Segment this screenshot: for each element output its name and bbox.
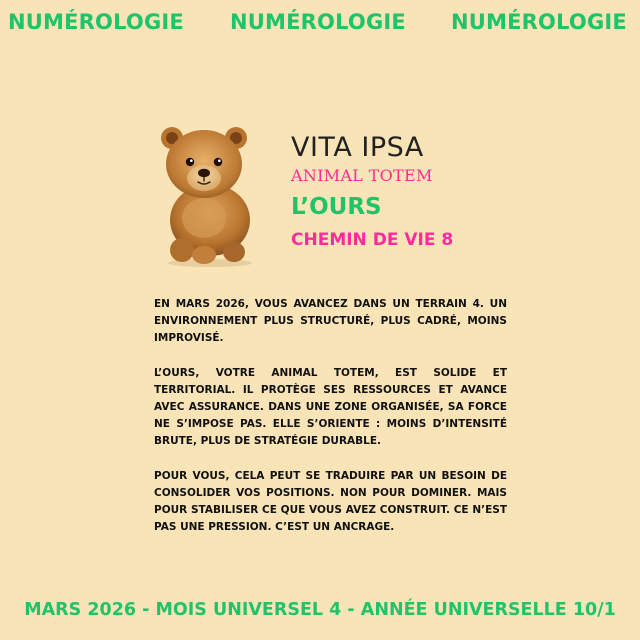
top-banner-item: NUMÉROLOGIE: [451, 10, 627, 34]
paragraph: POUR VOUS, CELA PEUT SE TRADUIRE PAR UN BESOIN DE CONSOLIDER VOS POSITIONS. NON POUR DOMINER. MAIS POUR STABILISER CE QUE VOUS AVEZ CONSTRUIT. CE N’EST PAS UNE PRESSION. C’EST UN ANCRAGE.: [154, 469, 507, 534]
bear-cub-illustration: [148, 118, 268, 268]
brand-title: VITA IPSA: [291, 132, 424, 163]
brand-subtitle: ANIMAL TOTEM: [291, 166, 433, 185]
top-banner-item: NUMÉROLOGIE: [8, 10, 184, 34]
paragraph: EN MARS 2026, VOUS AVANCEZ DANS UN TERRAIN 4. UN ENVIRONNEMENT PLUS STRUCTURÉ, PLUS CADRÉ, MOINS IMPROVISÉ.: [154, 298, 507, 345]
bottom-banner: MARS 2026 - MOIS UNIVERSEL 4 - ANNÉE UNIVERSELLE 10/1: [24, 600, 616, 620]
top-banner-item: NUMÉROLOGIE: [230, 10, 406, 34]
paragraph: L’OURS, VOTRE ANIMAL TOTEM, EST SOLIDE ET TERRITORIAL. IL PROTÈGE SES RESSOURCES ET AVANCE AVEC ASSURANCE. DANS UNE ZONE ORGANISÉE, SA FORCE NE S’IMPOSE PAS. ELLE S’ORIENTE : MOINS D’INTENSITÉ BRUTE, PLUS DE STRATÉGIE DURABLE.: [154, 366, 507, 448]
life-path-label: CHEMIN DE VIE 8: [291, 230, 454, 250]
animal-name: L’OURS: [291, 194, 382, 220]
top-banner: [0, 10, 640, 40]
body-text: [154, 296, 507, 553]
